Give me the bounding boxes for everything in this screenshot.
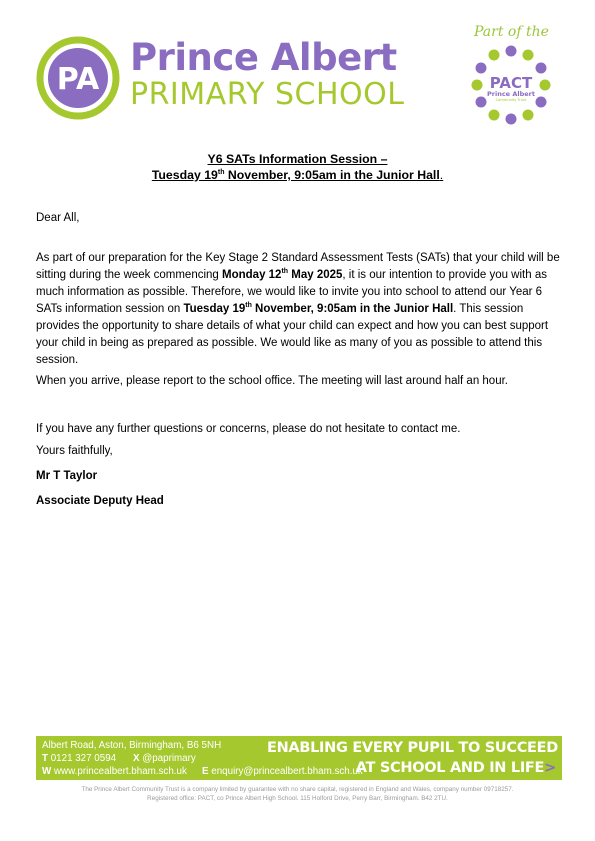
footer-website[interactable]: W www.princealbert.bham.sch.uk — [42, 766, 187, 777]
letter-title-line2: Tuesday 19th November, 9:05am in the Junior Hall. — [151, 168, 444, 182]
paragraph-arrival: When you arrive, please report to the school office. The meeting will last around half an hour. — [36, 375, 508, 387]
footer-address: Albert Road, Aston, Birmingham, B6 5NH — [42, 740, 222, 751]
signer-role: Associate Deputy Head — [36, 495, 164, 507]
pact-sub: Prince Albert — [487, 90, 535, 98]
logo-initials: PA — [56, 62, 100, 97]
school-name-line2: PRIMARY SCHOOL — [130, 77, 405, 112]
footer-slogan-line2: AT SCHOOL AND IN LIFE> — [355, 760, 556, 776]
closing: Yours faithfully, — [36, 445, 113, 457]
footer-legal-line2: Registered office: PACT, co Prince Albert High School. 115 Holford Drive, Perry Barr, Birmingham. B42 2TU. — [147, 795, 448, 802]
footer-phone: T 0121 327 0594 — [42, 753, 117, 764]
slogan-arrow-icon: > — [544, 760, 556, 776]
school-name — [130, 38, 404, 112]
paragraph-questions: If you have any further questions or concerns, please do not hesitate to contact me. — [36, 423, 461, 435]
paragraph-invitation: As part of our preparation for the Key Stage 2 Standard Assessment Tests (SATs) that your child will be sitting during the week commencing Monday 12th May 2025, it is our intention to provide you with as much information as possible. Therefore, we would like to invite you into school to attend our Year 6 SATs information session on Tuesday 19th November, 9:05am in the Junior Hall. This session provides the opportunity to share details of what your child can expect and how you can best support your child in being as prepared as possible. We would like as many of you as possible to attend this session. — [36, 252, 560, 366]
school-logo-icon — [36, 36, 120, 120]
pact-sub2: Community Trust — [495, 98, 527, 102]
footer-legal — [0, 785, 595, 803]
letter-title-line1: Y6 SATs Information Session – — [207, 152, 388, 166]
pact-logo-icon — [468, 42, 554, 128]
school-name-line1: Prince Albert — [130, 36, 397, 79]
salutation: Dear All, — [36, 212, 80, 224]
footer-email[interactable]: E enquiry@princealbert.bham.sch.uk — [202, 766, 363, 777]
footer-band — [36, 736, 562, 780]
pact-acronym: PACT — [489, 74, 533, 92]
pact-tagline: Part of the — [474, 24, 549, 40]
signer-name: Mr T Taylor — [36, 470, 98, 482]
footer-social: X @paprimary — [133, 753, 196, 764]
footer-slogan-line1: ENABLING EVERY PUPIL TO SUCCEED — [266, 740, 558, 756]
footer-legal-line1: The Prince Albert Community Trust is a company limited by guarantee with no share capital, registered in England and Wales, company number 09718257. — [81, 786, 514, 793]
